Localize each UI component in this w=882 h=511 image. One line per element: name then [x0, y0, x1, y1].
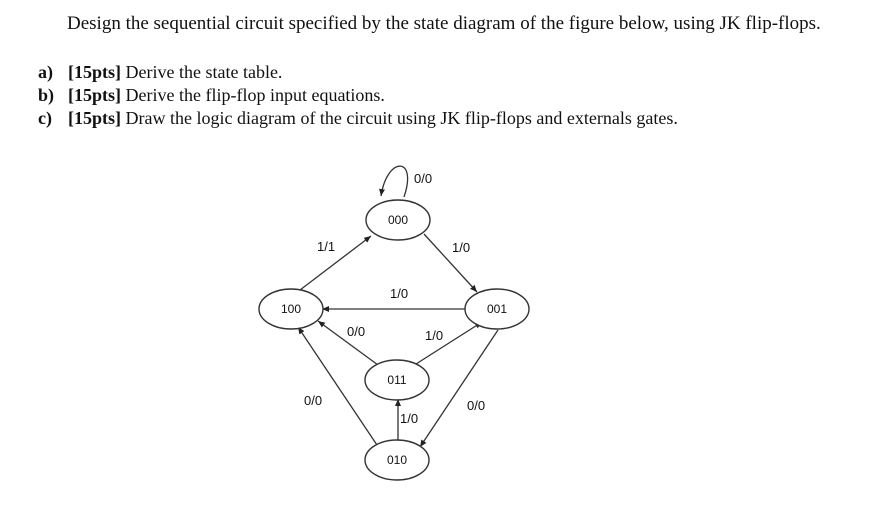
- part-label: a): [38, 62, 53, 82]
- part-points: [15pts]: [68, 62, 121, 82]
- part-text: Derive the state table.: [125, 62, 283, 82]
- label-010-to-011: 1/0: [400, 411, 419, 426]
- edge-self-000: [381, 166, 408, 197]
- state-011-label: 011: [387, 373, 407, 387]
- part-text: Derive the flip-flop input equations.: [125, 85, 385, 105]
- problem-intro: Design the sequential circuit specified by the state diagram of the figure below, using JK flip-flops.: [67, 13, 821, 34]
- part-points: [15pts]: [68, 85, 121, 105]
- part-text: Draw the logic diagram of the circuit using JK flip-flops and externals gates.: [125, 108, 678, 128]
- label-self-000: 0/0: [414, 171, 433, 186]
- edge-001-to-010: [420, 330, 498, 447]
- edge-100-to-000: [300, 236, 371, 290]
- label-100-to-000: 1/1: [317, 239, 336, 254]
- state-001-label: 001: [486, 302, 508, 316]
- label-000-to-001: 1/0: [452, 240, 471, 255]
- part-label: b): [38, 85, 55, 105]
- part-label: c): [38, 108, 52, 128]
- label-001-to-010: 0/0: [467, 398, 486, 413]
- state-100-label: 100: [280, 302, 302, 316]
- state-010-label: 010: [386, 453, 408, 467]
- part-points: [15pts]: [68, 108, 121, 128]
- label-010-to-100: 0/0: [304, 393, 323, 408]
- label-011-to-100: 0/0: [347, 324, 366, 339]
- state-000-label: 000: [387, 213, 409, 227]
- label-001-to-100: 1/0: [390, 286, 409, 301]
- label-011-to-001: 1/0: [425, 328, 444, 343]
